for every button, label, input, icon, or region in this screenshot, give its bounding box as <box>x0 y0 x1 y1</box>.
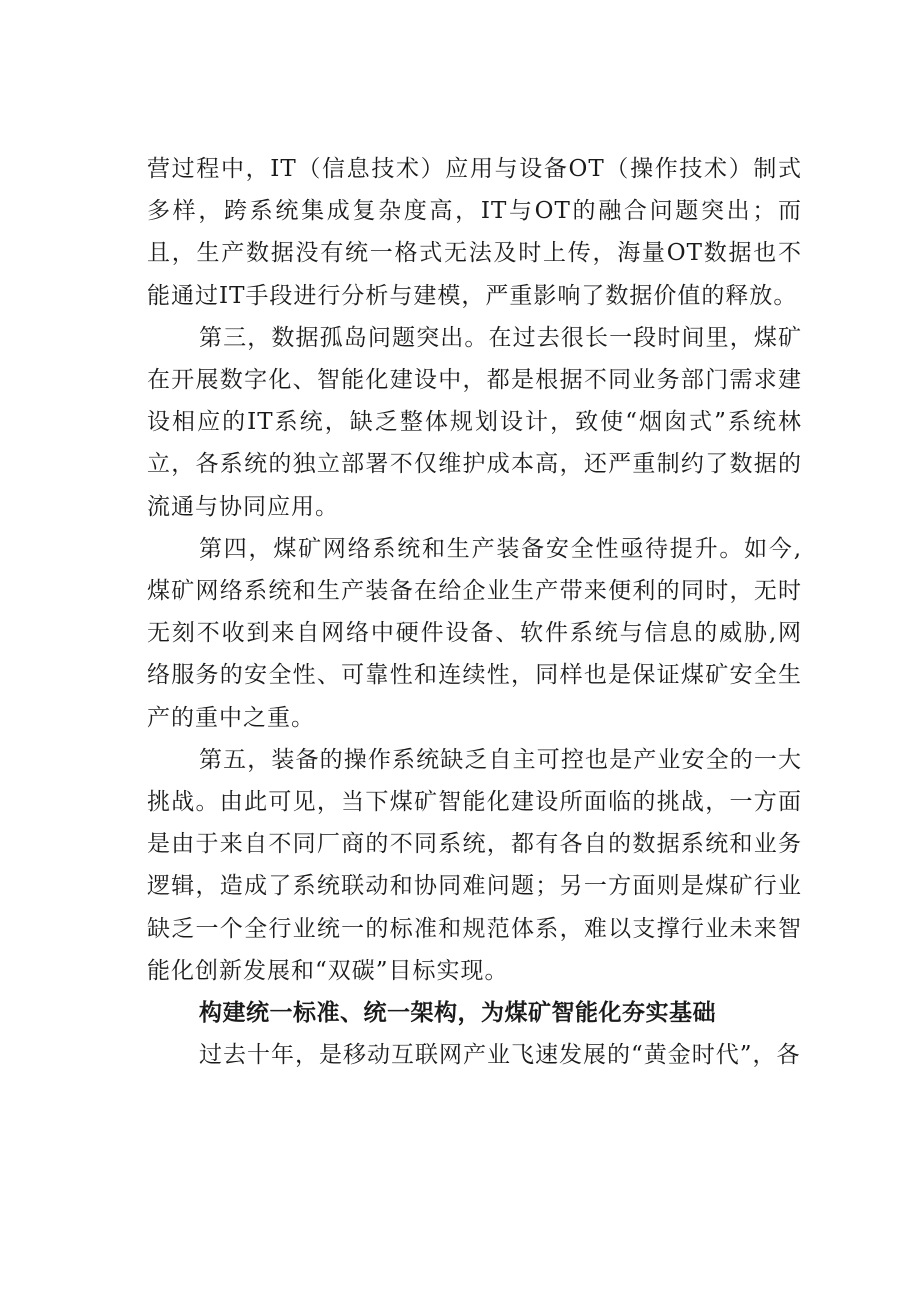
paragraph-next-section: 过去十年，是移动互联网产业飞速发展的“黄金时代”，各 <box>199 1042 801 1069</box>
document-body <box>147 148 802 1076</box>
paragraph-third-point: 第三，数据孤岛问题突出。在过去很长一段时间里，煤矿在开展数字化、智能化建设中，都是根据不同业务部门需求建设相应的IT系统，缺乏整体规划设计，致使“烟囱式”系统林立，各系统的独立部署不仅维护成本高，还严重制约了数据的流通与协同应用。 <box>147 324 802 520</box>
paragraph-fifth-point: 第五，装备的操作系统缺乏自主可控也是产业安全的一大挑战。由此可见，当下煤矿智能化建设所面临的挑战，一方面是由于来自不同厂商的不同系统，都有各自的数据系统和业务逻辑，造成了系统联动和协同难问题；另一方面则是煤矿行业缺乏一个全行业统一的标准和规范体系，难以支撑行业未来智能化创新发展和“双碳”目标实现。 <box>147 746 802 984</box>
paragraph-continuation: 营过程中，IT（信息技术）应用与设备OT（操作技术）制式多样，跨系统集成复杂度高，IT与OT的融合问题突出；而且，生产数据没有统一格式无法及时上传，海量OT数据也不能通过IT手段进行分析与建模，严重影响了数据价值的释放。 <box>147 156 802 309</box>
paragraph-fourth-point: 第四，煤矿网络系统和生产装备安全性亟待提升。如今,煤矿网络系统和生产装备在给企业生产带来便利的同时，无时无刻不收到来自网络中硬件设备、软件系统与信息的威胁,网络服务的安全性、可靠性和连续性，同样也是保证煤矿安全生产的重中之重。 <box>147 535 802 731</box>
section-heading: 构建统一标准、统一架构，为煤矿智能化夯实基础 <box>199 1000 716 1027</box>
